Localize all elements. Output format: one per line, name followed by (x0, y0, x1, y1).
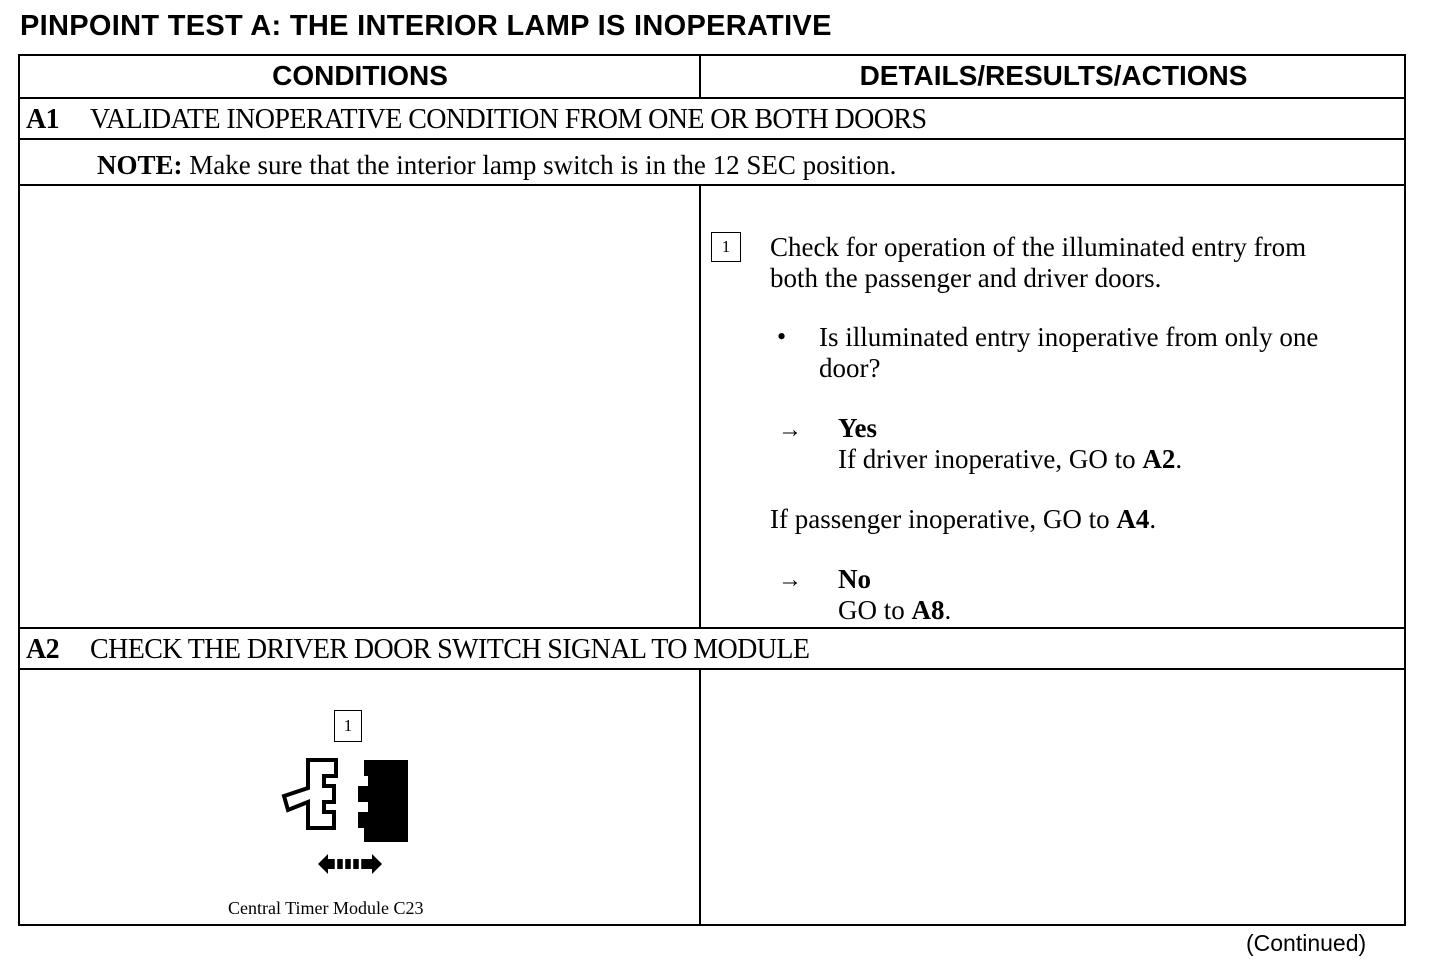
mating-connector-icon (358, 760, 408, 842)
figure-step-number-box: 1 (334, 710, 362, 742)
goto-a2-link[interactable]: A2 (1142, 444, 1176, 474)
question-line-1: Is illuminated entry inoperative from only one (819, 322, 1319, 352)
step-a1-title: VALIDATE INOPERATIVE CONDITION FROM ONE OR BOTH DOORS (90, 104, 927, 135)
passenger-action (770, 504, 1156, 535)
instruction-line-2: both the passenger and driver doors. (770, 263, 1162, 293)
yes-result (838, 413, 1182, 475)
a1-heading-divider (18, 138, 1406, 140)
conditions-header: CONDITIONS (272, 60, 448, 91)
yes-action (838, 444, 1182, 475)
goto-a8-link[interactable]: A8 (911, 595, 945, 625)
passenger-action-end: . (1149, 504, 1157, 534)
page-title: PINPOINT TEST A: THE INTERIOR LAMP IS INOPERATIVE (20, 10, 832, 42)
instruction-text (770, 232, 1306, 294)
passenger-action-text: If passenger inoperative, GO to (770, 504, 1117, 534)
connector-diagram-icon (278, 752, 418, 878)
figure-caption: Central Timer Module C23 (228, 898, 424, 918)
bullet-icon: • (777, 322, 787, 351)
arrow-right-icon: → (778, 567, 802, 593)
note-text: Make sure that the interior lamp switch is in the 12 SEC position. (182, 150, 897, 180)
yes-label: Yes (838, 413, 877, 443)
arrow-shaft-icon (328, 859, 372, 869)
no-label: No (838, 564, 871, 594)
yes-action-text: If driver inoperative, GO to (838, 444, 1143, 474)
a2-column-divider (699, 668, 701, 926)
step-a2-title: CHECK THE DRIVER DOOR SWITCH SIGNAL TO MODULE (90, 634, 810, 665)
no-action (838, 595, 951, 626)
no-result (838, 564, 951, 626)
connector-housing-icon (284, 760, 336, 828)
a1-column-divider (699, 184, 701, 628)
question-text (819, 322, 1318, 384)
question-line-2: door? (819, 353, 881, 383)
instruction-line-1: Check for operation of the illuminated entry from (770, 232, 1307, 262)
no-action-end: . (944, 595, 952, 625)
arrow-right-icon: → (778, 417, 802, 443)
step-a2-heading (26, 634, 809, 666)
goto-a4-link[interactable]: A4 (1116, 504, 1150, 534)
step-a1-heading (26, 104, 926, 136)
note-label: NOTE: (97, 150, 183, 180)
step-id-a2: A2 (26, 634, 60, 665)
a2-top-divider (18, 627, 1406, 629)
continued-label: (Continued) (1246, 930, 1367, 956)
step-number-box: 1 (711, 232, 741, 262)
arrow-right-head-icon (372, 854, 382, 874)
arrow-left-head-icon (318, 854, 328, 874)
details-header: DETAILS/RESULTS/ACTIONS (859, 60, 1248, 91)
step-id-a1: A1 (26, 104, 60, 135)
yes-action-end: . (1175, 444, 1183, 474)
no-action-text: GO to (838, 595, 912, 625)
a2-heading-divider (18, 668, 1406, 670)
header-divider (18, 97, 1406, 99)
note-divider (18, 184, 1406, 186)
note (97, 150, 896, 181)
